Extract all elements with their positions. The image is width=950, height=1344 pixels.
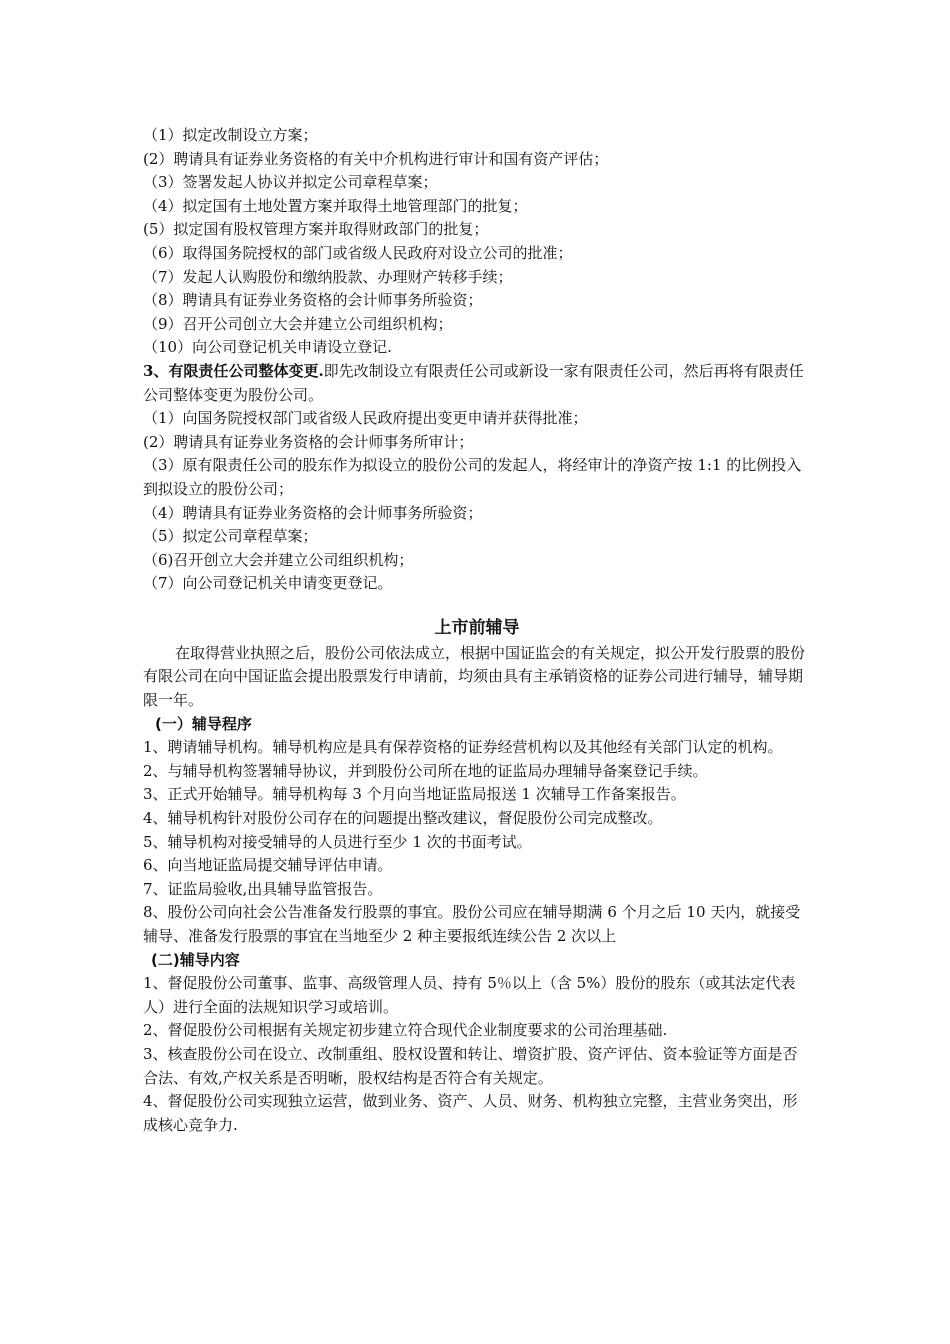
list-item: （1）拟定改制设立方案； [143, 126, 318, 144]
list-item: 3、核查股份公司在设立、改制重组、股权设置和转让、增资扩股、资产评估、资本验证等方面是否合法、有效,产权关系是否明晰，股权结构是否符合有关规定。 [143, 1044, 798, 1087]
section-heading-bold: 3、有限责任公司整体变更. [143, 361, 324, 380]
list-item: (2）聘请具有证券业务资格的有关中介机构进行审计和国有资产评估； [143, 149, 609, 168]
list-item: 4、辅导机构针对股份公司存在的问题提出整改建议，督促股份公司完成整改。 [143, 809, 663, 828]
list-item: (5）拟定国有股权管理方案并取得财政部门的批复； [143, 220, 489, 239]
list-item: （1）向国务院授权部门或省级人民政府提出变更申请并获得批准； [143, 409, 588, 428]
list-item: 2、督促股份公司根据有关规定初步建立符合现代企业制度要求的公司治理基础. [143, 1021, 668, 1040]
guidance-content-list [143, 972, 811, 1137]
list-item: 1、督促股份公司董事、监事、高级管理人员、持有 5％以上（含 5%）股份的股东（或其法定代表人）进行全面的法规知识学习或培训。 [143, 974, 796, 1016]
list-item: 7、证监局验收,出具辅导监管报告。 [143, 879, 383, 898]
intro-paragraph: 在取得营业执照之后，股份公司依法成立，根据中国证监会的有关规定，拟公开发行股票的股份有限公司在向中国证监会提出股票发行申请前，均须由具有主承销资格的证券公司进行辅导，辅导期限一年。 [143, 643, 806, 710]
list-item: 5、辅导机构对接受辅导的人员进行至少 1 次的书面考试。 [143, 832, 532, 851]
list-item: （10）向公司登记机关申请设立登记. [143, 338, 392, 357]
list-item: （5）拟定公司章程草案； [143, 527, 318, 546]
list-item: （3）签署发起人协议并拟定公司章程草案； [143, 173, 438, 192]
list-item: （6)召开创立大会并建立公司组织机构； [143, 550, 414, 569]
list-item: 2、与辅导机构签署辅导协议，并到股份公司所在地的证监局办理辅导备案登记手续。 [143, 761, 708, 780]
section-title: 上市前辅导 [434, 617, 520, 638]
section-heading-text: 即先改制设立有限责任公司或新设一家有限责任公司，然后再将有限责任公司整体变更为股份公司。 [143, 361, 804, 404]
document-body [143, 124, 811, 1137]
guidance-procedure-list [143, 736, 811, 948]
list-item: （7）发起人认购股份和缴纳股款、办理财产转移手续； [143, 267, 513, 286]
list-item: （8）聘请具有证券业务资格的会计师事务所验资； [143, 291, 483, 310]
list-item: （4）聘请具有证券业务资格的会计师事务所验资； [143, 503, 483, 522]
list-item: 4、督促股份公司实现独立运营，做到业务、资产、人员、财务、机构独立完整，主营业务突出，形成核心竞争力. [143, 1092, 798, 1134]
list-item: 1、聘请辅导机构。辅导机构应是具有保荐资格的证券经营机构以及其他经有关部门认定的机构。 [143, 738, 783, 757]
list-item: （4）拟定国有土地处置方案并取得土地管理部门的批复； [143, 196, 528, 215]
list-item: （9）召开公司创立大会并建立公司组织机构； [143, 314, 453, 333]
procedure-list-conversion [143, 407, 811, 596]
list-item: 8、股份公司向社会公告准备发行股票的事宜。股份公司应在辅导期满 6 个月之后 10 天内，就接受辅导、准备发行股票的事宜在当地至少 2 种主要报纸连续公告 2 次以上 [143, 903, 801, 945]
section-heading-paragraph [143, 360, 811, 407]
subsection-title: (一）辅导程序 [155, 714, 252, 733]
list-item: (2）聘请具有证券业务资格的会计师事务所审计； [143, 432, 474, 451]
procedure-list-incorporation [143, 124, 811, 360]
list-item: （6）取得国务院授权的部门或省级人民政府对设立公司的批准； [143, 243, 573, 262]
list-item: 3、正式开始辅导。辅导机构每 3 个月向当地证监局报送 1 次辅导工作备案报告。 [143, 785, 686, 804]
subsection-title: (二)辅导内容 [151, 950, 240, 969]
list-item: 6、向当地证监局提交辅导评估申请。 [143, 856, 393, 875]
list-item: （3）原有限责任公司的股东作为拟设立的股份公司的发起人，将经审计的净资产按 1:1 的比例投入到拟设立的股份公司； [143, 456, 802, 498]
list-item: （7）向公司登记机关申请变更登记。 [143, 574, 393, 593]
